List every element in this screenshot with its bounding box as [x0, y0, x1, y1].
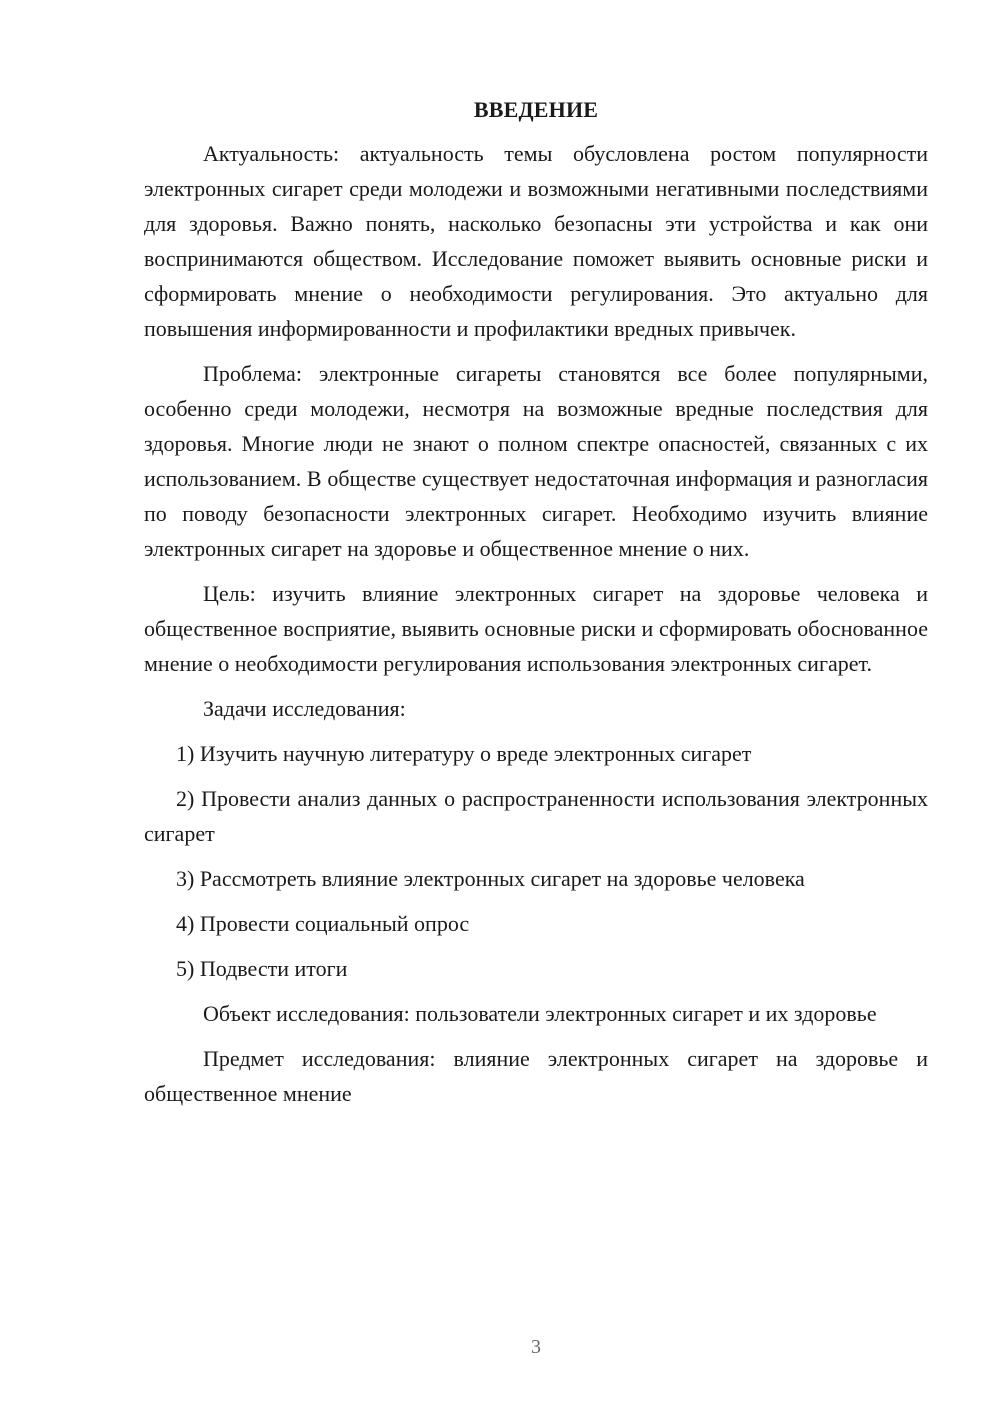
tasks-label: Задачи исследования:	[203, 696, 406, 721]
task-item: 3) Рассмотреть влияние электронных сигарет на здоровье человека	[176, 866, 805, 891]
task-item: 5) Подвести итоги	[176, 956, 348, 981]
task-item: 2) Провести анализ данных о распространенности использования электронных сигарет	[144, 786, 928, 846]
task-item: 1) Изучить научную литературу о вреде электронных сигарет	[176, 741, 752, 766]
section-heading: ВВЕДЕНИЕ	[473, 97, 599, 122]
research-subject-paragraph: Предмет исследования: влияние электронных сигарет на здоровье и общественное мнение	[144, 1046, 928, 1106]
task-item: 4) Провести социальный опрос	[176, 911, 470, 936]
research-object-paragraph: Объект исследования: пользователи электронных сигарет и их здоровье	[203, 1001, 877, 1026]
relevance-paragraph: Актуальность: актуальность темы обусловлена ростом популярности электронных сигарет среди молодежи и возможными негативными последствиями для здоровья. Важно понять, насколько безопасны эти устройства и как они воспринимаются обществом. Исследование поможет выявить основные риски и сформировать мнение о необходимости регулирования. Это актуально для повышения информированности и профилактики вредных привычек.	[144, 141, 928, 341]
goal-paragraph: Цель: изучить влияние электронных сигарет на здоровье человека и общественное восприятие, выявить основные риски и сформировать обоснованное мнение о необходимости регулирования использования электронных сигарет.	[144, 581, 928, 676]
document-body	[144, 92, 928, 1121]
page-number: 3	[531, 1336, 541, 1358]
problem-paragraph: Проблема: электронные сигареты становятся все более популярными, особенно среди молодежи, несмотря на возможные вредные последствия для здоровья. Многие люди не знают о полном спектре опасностей, связанных с их использованием. В обществе существует недостаточная информация и разногласия по поводу безопасности электронных сигарет. Необходимо изучить влияние электронных сигарет на здоровье и общественное мнение о них.	[144, 361, 928, 561]
